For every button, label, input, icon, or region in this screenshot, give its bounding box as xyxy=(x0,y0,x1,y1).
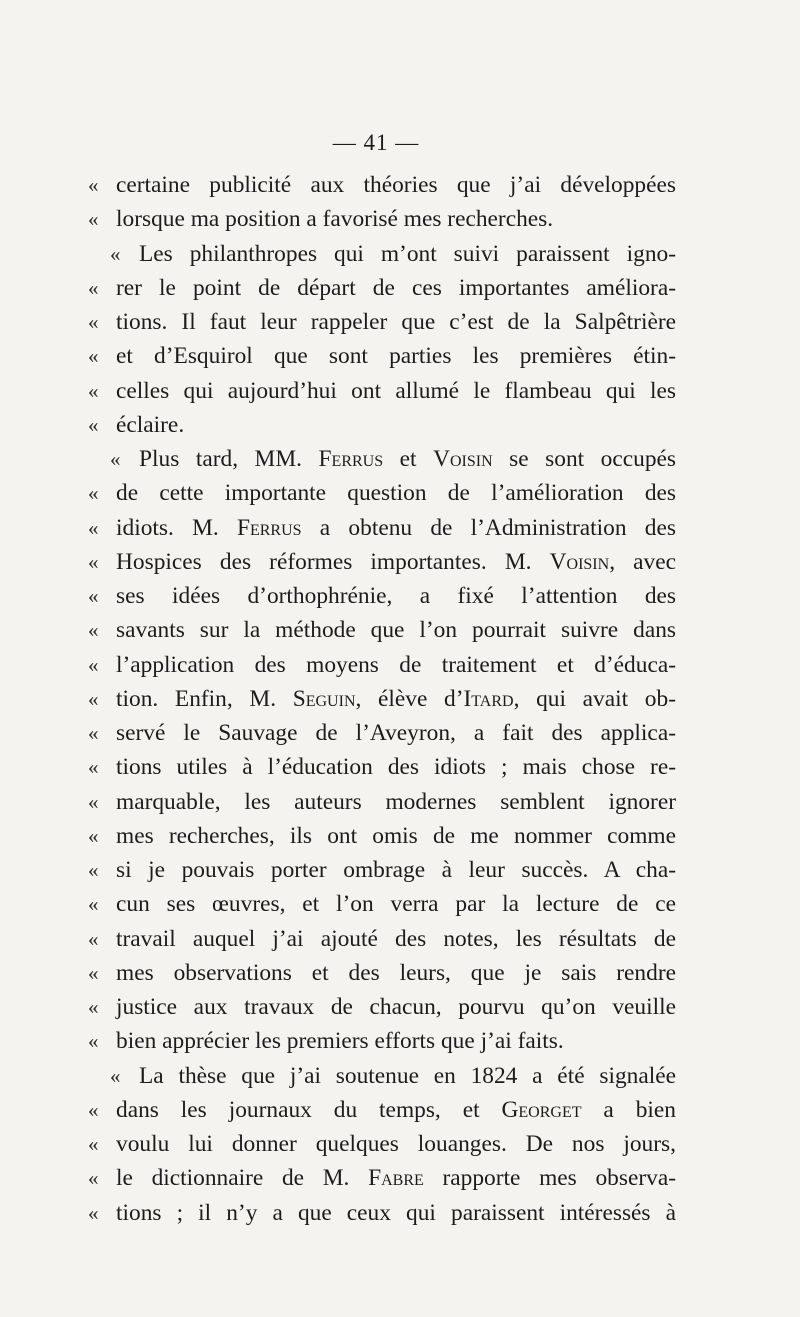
text-line xyxy=(88,305,676,339)
line-text: lorsque ma position a favorisé mes recherches. xyxy=(116,206,554,233)
quote-mark: « xyxy=(88,412,99,437)
quote-mark: « xyxy=(88,1097,99,1122)
line-text: certaine publicité aux théories que j’ai développées xyxy=(116,172,676,198)
text-line xyxy=(88,579,676,613)
quote-mark: « xyxy=(88,1132,99,1156)
line-text: le dictionnaire de M. Fabre rapporte mes observa- xyxy=(116,1165,676,1192)
author-name: Voisin xyxy=(433,446,493,472)
text-line xyxy=(88,1127,676,1161)
quote-mark: « xyxy=(88,1200,99,1225)
quote-mark: « xyxy=(88,618,99,643)
text-line xyxy=(88,202,676,236)
text-line xyxy=(88,750,676,784)
quote-mark: « xyxy=(88,858,99,882)
line-text: cun ses œuvres, et l’on verra par la lecture de ce xyxy=(116,891,676,918)
quote-mark: « xyxy=(88,721,99,745)
text-line xyxy=(88,990,676,1024)
quote-mark: « xyxy=(88,378,99,403)
text-line xyxy=(88,853,676,887)
text-line xyxy=(88,168,676,202)
line-text: mes recherches, ils ont omis de me nommer comme xyxy=(116,822,676,849)
quote-mark: « xyxy=(110,241,121,266)
quote-mark: « xyxy=(88,892,99,917)
line-text: justice aux travaux de chacun, pourvu qu’on veuille xyxy=(116,994,676,1020)
quote-mark: « xyxy=(88,926,99,951)
quote-mark: « xyxy=(88,823,99,848)
line-text: de cette importante question de l’amélioration des xyxy=(116,480,676,507)
line-text: Hospices des réformes importantes. M. Voisin, avec xyxy=(116,548,677,575)
quote-mark: « xyxy=(88,515,99,540)
line-text: ses idées d’orthophrénie, a fixé l’attention des xyxy=(116,583,676,609)
text-line xyxy=(88,1093,676,1127)
text-line xyxy=(88,613,676,647)
text-line xyxy=(88,374,676,408)
line-text: celles qui aujourd’hui ont allumé le flambeau qui les xyxy=(116,377,676,404)
line-text: rer le point de départ de ces importantes améliora- xyxy=(116,274,676,301)
author-name: Voisin xyxy=(549,548,610,575)
author-name: Seguin xyxy=(292,685,356,712)
quote-mark: « xyxy=(88,789,99,814)
quote-mark: « xyxy=(88,173,99,197)
text-line xyxy=(88,682,676,716)
quote-mark: « xyxy=(88,275,99,300)
text-line xyxy=(88,271,676,305)
quote-mark: « xyxy=(88,310,99,334)
quote-mark: « xyxy=(88,1166,99,1191)
text-line xyxy=(88,339,676,373)
text-line xyxy=(88,922,676,956)
text-line xyxy=(88,819,676,853)
text-line xyxy=(88,716,676,750)
line-text: marquable, les auteurs modernes semblent ignorer xyxy=(116,788,676,815)
line-text: tions utiles à l’éducation des idiots ; mais chose re- xyxy=(116,754,676,781)
text-line xyxy=(88,648,676,682)
line-text: La thèse que j’ai soutenue en 1824 a été signalée xyxy=(139,1062,676,1089)
text-line xyxy=(88,1161,676,1195)
quote-mark: « xyxy=(88,960,99,985)
line-text: dans les journaux du temps, et Georget a bien xyxy=(116,1096,676,1123)
line-text: Plus tard, MM. Ferrus et Voisin se sont occupés xyxy=(139,446,677,472)
text-line xyxy=(88,1059,676,1093)
author-name: Ferrus xyxy=(236,514,302,541)
text-line xyxy=(88,237,676,271)
page-number: — 41 — xyxy=(332,130,420,155)
author-name: Ferrus xyxy=(318,446,384,472)
text-line xyxy=(88,511,676,545)
text-line xyxy=(88,408,676,442)
line-text: éclaire. xyxy=(116,411,185,438)
line-text: tions ; il n’y a que ceux qui paraissent intéressés à xyxy=(116,1199,676,1226)
line-text: travail auquel j’ai ajouté des notes, les résultats de xyxy=(116,925,676,952)
line-text: et d’Esquirol que sont parties les premières étin- xyxy=(116,343,676,370)
author-name: Georget xyxy=(501,1096,582,1123)
quote-mark: « xyxy=(110,1063,121,1088)
quote-mark: « xyxy=(88,584,99,608)
quote-mark: « xyxy=(88,481,99,506)
quote-mark: « xyxy=(88,755,99,780)
line-text: tions. Il faut leur rappeler que c’est de la Salpêtrière xyxy=(116,309,676,335)
author-name: Fabre xyxy=(368,1165,424,1192)
text-line xyxy=(88,956,676,990)
line-text: savants sur la méthode que l’on pourrait suivre dans xyxy=(116,617,676,644)
quote-mark: « xyxy=(88,549,99,574)
quote-mark: « xyxy=(88,207,99,232)
text-line xyxy=(88,887,676,921)
quote-mark: « xyxy=(88,1029,99,1054)
line-text: si je pouvais porter ombrage à leur succès. A cha- xyxy=(116,857,676,883)
quote-mark: « xyxy=(88,652,99,677)
line-text: idiots. M. Ferrus a obtenu de l’Administration des xyxy=(116,514,676,541)
author-name: Itard xyxy=(463,685,514,712)
text-line xyxy=(88,476,676,510)
line-text: mes observations et des leurs, que je sais rendre xyxy=(116,959,676,986)
text-line xyxy=(88,1196,676,1230)
body-text xyxy=(88,168,676,1230)
line-text: servé le Sauvage de l’Aveyron, a fait des applica- xyxy=(116,720,676,746)
text-line xyxy=(88,785,676,819)
quote-mark: « xyxy=(110,447,121,471)
quote-mark: « xyxy=(88,344,99,369)
line-text: bien apprécier les premiers efforts que j’ai faits. xyxy=(116,1028,564,1055)
line-text: voulu lui donner quelques louanges. De nos jours, xyxy=(116,1131,676,1157)
quote-mark: « xyxy=(88,686,99,711)
text-line xyxy=(88,1024,676,1058)
text-line xyxy=(88,545,676,579)
line-text: Les philanthropes qui m’ont suivi paraissent igno- xyxy=(139,240,676,267)
line-text: tion. Enfin, M. Seguin, élève d’Itard, qui avait ob- xyxy=(116,685,676,712)
line-text: l’application des moyens de traitement et d’éduca- xyxy=(116,651,676,678)
quote-mark: « xyxy=(88,995,99,1019)
text-line xyxy=(88,442,676,476)
